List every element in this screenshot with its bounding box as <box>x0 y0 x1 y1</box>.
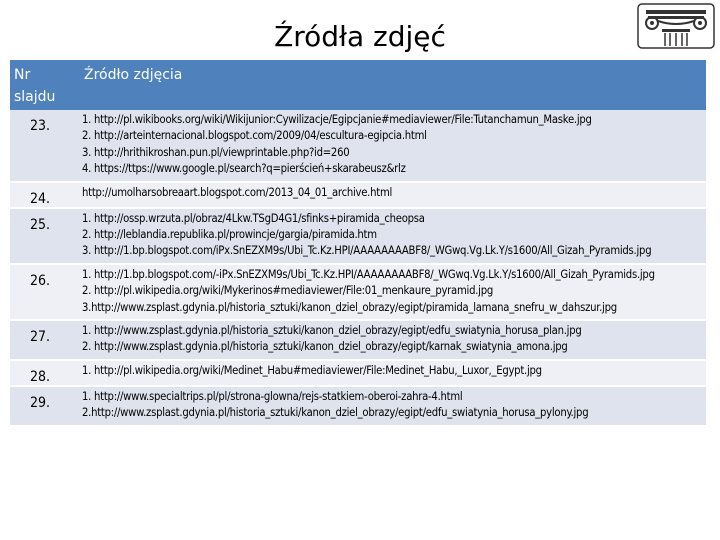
source-link[interactable]: 2. http://www.zsplast.gdynia.pl/historia_sztuki/kanon_dziel_obrazy/egipt/karnak_swiatynia_amona.jpg <box>82 340 568 354</box>
table-row <box>10 320 706 360</box>
source-link[interactable]: 1. http://ossp.wrzuta.pl/obraz/4Lkw.TSgD4G1/sfinks+piramida_cheopsa <box>82 211 425 225</box>
source-list <box>72 386 706 426</box>
page-title: Źródła zdjęć <box>274 20 446 53</box>
table-row <box>10 182 706 208</box>
slide-number: 23. <box>10 110 72 182</box>
slide-number: 24. <box>10 182 72 208</box>
header-slide-number: Nr slajdu <box>10 60 72 110</box>
source-link[interactable]: 4. https://ttps://www.google.pl/search?q=pierścień+skarabeusz&rlz <box>82 162 406 176</box>
source-link[interactable]: 2. http://pl.wikipedia.org/wiki/Mykerinos#mediaviewer/File:01_menkaure_pyramid.jpg <box>82 284 493 298</box>
slide-number: 25. <box>10 208 72 264</box>
source-list <box>72 264 706 320</box>
source-list <box>72 360 706 386</box>
source-link[interactable]: 1. http://pl.wikipedia.org/wiki/Medinet_Habu#mediaviewer/File:Medinet_Habu,_Luxor,_Egypt.jpg <box>82 363 542 377</box>
source-list <box>72 208 706 264</box>
slide-number: 29. <box>10 386 72 426</box>
source-link[interactable]: 3. http://1.bp.blogspot.com/iPx.SnEZXM9s/Ubi_Tc.Kz.HPI/AAAAAAAABF8/_WGwq.Vg.Lk.Y/s1600/All_Gizah_Pyramids.jpg <box>82 244 652 258</box>
table-row <box>10 110 706 182</box>
source-list <box>72 182 706 208</box>
table-row <box>10 360 706 386</box>
table-row <box>10 208 706 264</box>
source-link[interactable]: 1. http://1.bp.blogspot.com/-iPx.SnEZXM9s/Ubi_Tc.Kz.HPI/AAAAAAAABF8/_WGwq.Vg.Lk.Y/s1600/All_Gizah_Pyramids.jpg <box>82 267 655 281</box>
source-link[interactable]: 1. http://www.zsplast.gdynia.pl/historia_sztuki/kanon_dziel_obrazy/egipt/edfu_swiatynia_horusa_plan.jpg <box>82 324 582 338</box>
source-link[interactable]: 1. http://www.specialtrips.pl/pl/strona-glowna/rejs-statkiem-oberoi-zahra-4.html <box>82 389 463 403</box>
table-row <box>10 264 706 320</box>
source-list <box>72 320 706 360</box>
slide-number: 27. <box>10 320 72 360</box>
source-link[interactable]: http://umolharsobreaart.blogspot.com/2013_04_01_archive.html <box>82 185 393 199</box>
table-row <box>10 386 706 426</box>
source-link[interactable]: 2. http://leblandia.republika.pl/prowincje/gargia/piramida.htm <box>82 228 377 242</box>
source-link[interactable]: 3.http://www.zsplast.gdynia.pl/historia_sztuki/kanon_dziel_obrazy/egipt/piramida_lamana_snefru_w_dahszur.jpg <box>82 300 617 314</box>
header-image-source: Źródło zdjęcia <box>72 60 706 110</box>
source-list <box>72 110 706 182</box>
source-link[interactable]: 2. http://arteinternacional.blogspot.com/2009/04/escultura-egipcia.html <box>82 129 427 143</box>
slide-number: 26. <box>10 264 72 320</box>
slide-number: 28. <box>10 360 72 386</box>
sources-table <box>10 60 706 427</box>
ionic-column-capital-icon <box>636 2 716 50</box>
table-header-row <box>10 60 706 110</box>
source-link[interactable]: 2.http://www.zsplast.gdynia.pl/historia_sztuki/kanon_dziel_obrazy/egipt/edfu_swiatynia_horusa_pylony.jpg <box>82 406 589 420</box>
source-link[interactable]: 1. http://pl.wikibooks.org/wiki/Wikijunior:Cywilizacje/Egipcjanie#mediaviewer/File:Tutanchamun_Maske.jpg <box>82 113 592 126</box>
source-link[interactable]: 3. http://hrithikroshan.pun.pl/viewprintable.php?id=260 <box>82 145 350 159</box>
